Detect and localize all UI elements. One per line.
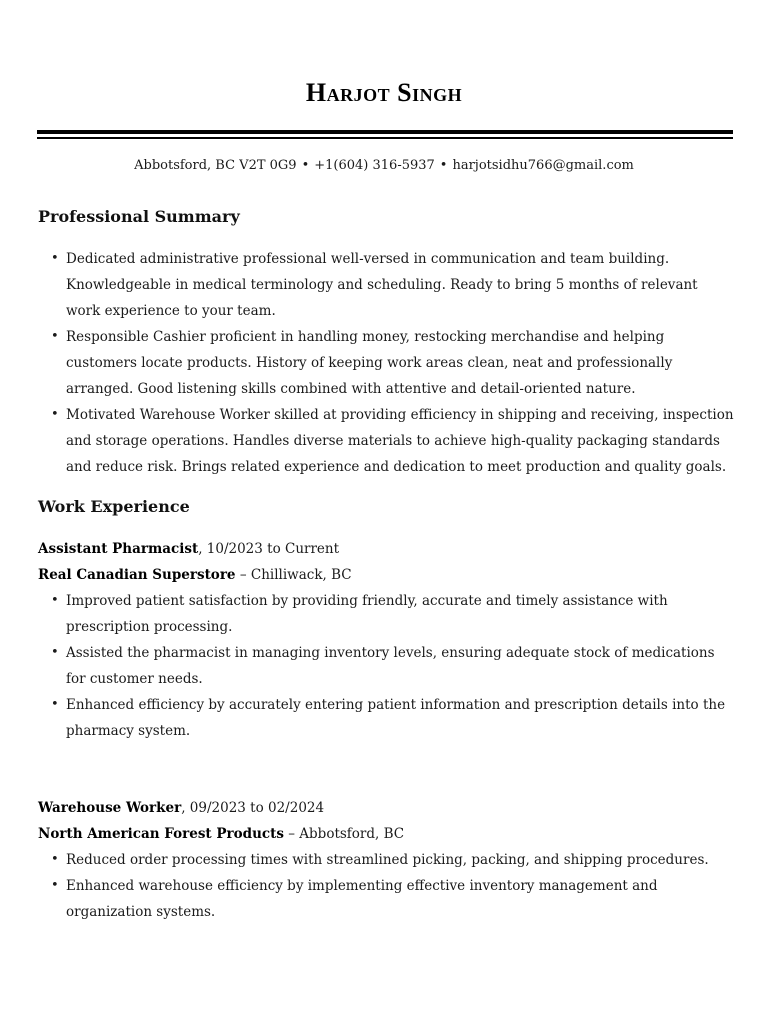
job-duty: • Reduced order processing times with streamlined picking, packing, and shipping procedures. [38, 847, 734, 873]
job-role: Assistant Pharmacist [38, 541, 199, 557]
header-rule-thin [37, 137, 733, 139]
job-company-line [38, 821, 404, 847]
section-title-experience: Work Experience [38, 497, 190, 516]
job-title-line [38, 795, 324, 821]
job-title-line [38, 536, 339, 562]
candidate-name: Harjot Singh [305, 78, 463, 107]
contact-phone: +1(604) 316-5937 [314, 158, 435, 173]
contact-separator: • [301, 158, 310, 173]
summary-list [38, 246, 734, 480]
section-title-summary: Professional Summary [38, 207, 240, 226]
summary-item: • Motivated Warehouse Worker skilled at providing efficiency in shipping and receiving, inspection and storage operations. Handles diverse materials to achieve high-quality packaging standards and reduce risk. Brings related experience and dedication to meet production and quality goals. [38, 402, 734, 480]
contact-email: harjotsidhu766@gmail.com [452, 158, 634, 173]
job-dates: , 10/2023 to Current [198, 541, 340, 557]
contact-line [0, 158, 768, 173]
job-location: – Abbotsford, BC [283, 826, 405, 842]
job-company: North American Forest Products [38, 826, 284, 842]
job-duty: • Improved patient satisfaction by providing friendly, accurate and timely assistance with prescription processing. [38, 588, 734, 640]
job-dates: , 09/2023 to 02/2024 [181, 800, 325, 816]
job-company-line [38, 562, 352, 588]
job-duties-list [38, 588, 734, 744]
summary-item: • Dedicated administrative professional well-versed in communication and team building. Knowledgeable in medical terminology and scheduling. Ready to bring 5 months of relevant work experience to your team. [38, 246, 734, 324]
job-location: – Chilliwack, BC [235, 567, 352, 583]
header-rule-thick [37, 130, 733, 134]
job-duty: • Enhanced efficiency by accurately entering patient information and prescription details into the pharmacy system. [38, 692, 734, 744]
job-duty: • Assisted the pharmacist in managing inventory levels, ensuring adequate stock of medications for customer needs. [38, 640, 734, 692]
contact-location: Abbotsford, BC V2T 0G9 [134, 158, 297, 173]
job-duty: • Enhanced warehouse efficiency by implementing effective inventory management and organization systems. [38, 873, 734, 925]
job-role: Warehouse Worker [38, 800, 182, 816]
summary-item: • Responsible Cashier proficient in handling money, restocking merchandise and helping customers locate products. History of keeping work areas clean, neat and professionally arranged. Good listening skills combined with attentive and detail-oriented nature. [38, 324, 734, 402]
job-duties-list [38, 847, 734, 925]
job-company: Real Canadian Superstore [38, 567, 236, 583]
contact-separator: • [439, 158, 448, 173]
